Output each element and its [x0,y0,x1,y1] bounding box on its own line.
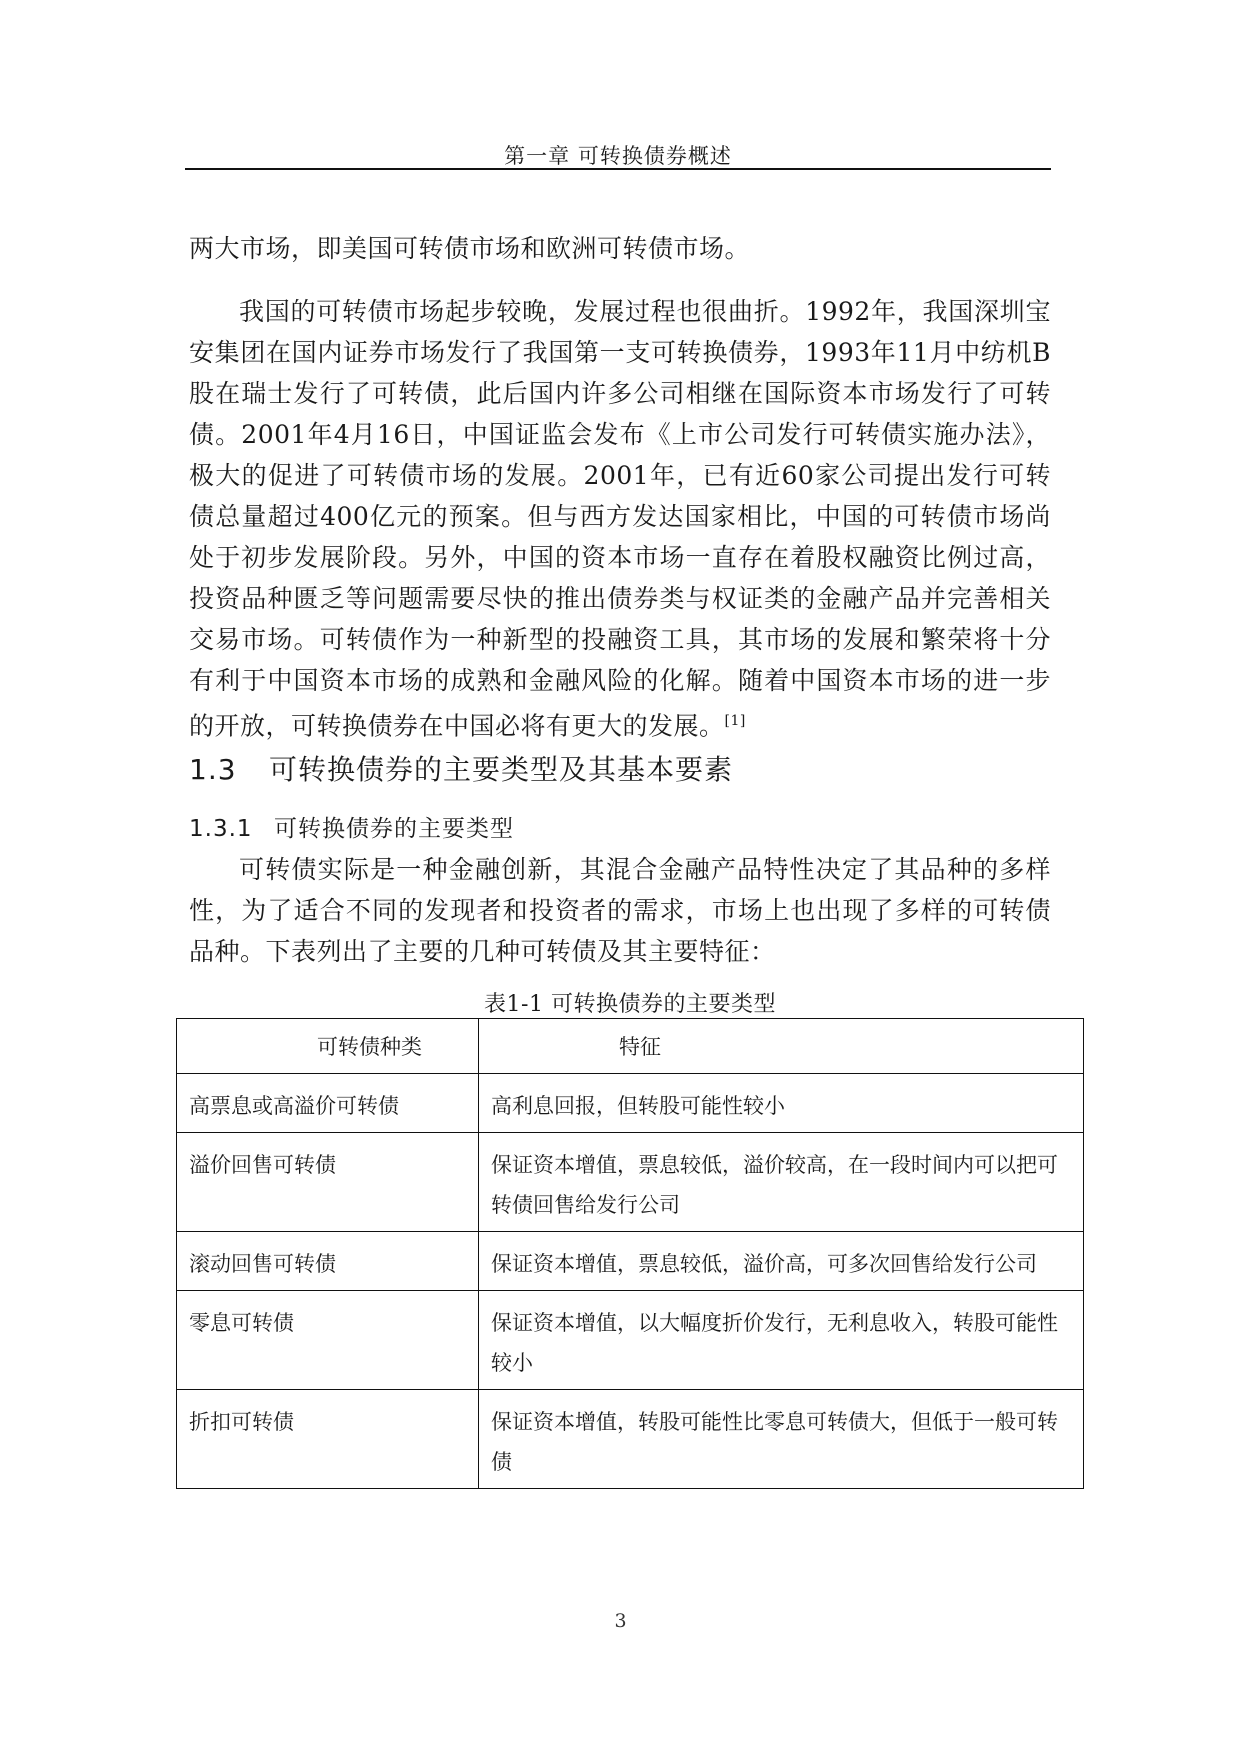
section-number: 1.3 [189,753,237,786]
table-cell-feature: 保证资本增值，票息较低，溢价较高，在一段时间内可以把可转债回售给发行公司 [479,1133,1084,1232]
section-heading [189,748,733,788]
page-number: 3 [614,1610,627,1632]
table-caption: 表1-1 可转换债券的主要类型 [484,992,776,1017]
table-row [177,1291,1084,1390]
table-row [177,1232,1084,1291]
table-header-cell: 特征 [479,1019,1084,1074]
types-table [176,1018,1084,1489]
running-header: 第一章 可转换债券概述 [504,144,732,168]
paragraph-2-text: 我国的可转债市场起步较晚，发展过程也很曲折。1992年，我国深圳宝安集团在国内证券市场发行了我国第一支可转换债券，1993年11月中纺机B股在瑞士发行了可转债，此后国内许多公司相继在国际资本市场发行了可转债。2001年4月16日，中国证监会发布《上市公司发行可转债实施办法》，极大的促进了可转债市场的发展。2001年，已有近60家公司提出发行可转债总量超过400亿元的预案。但与西方发达国家相比，中国的可转债市场尚处于初步发展阶段。另外，中国的资本市场一直存在着股权融资比例过高，投资品种匮乏等问题需要尽快的推出债券类与权证类的金融产品并完善相关交易市场。可转债作为一种新型的投融资工具，其市场的发展和繁荣将十分有利于中国资本市场的成熟和金融风险的化解。随着中国资本市场的进一步的开放，可转换债券在中国必将有更大的发展。 [189,297,1051,741]
table-cell-type: 滚动回售可转债 [177,1232,479,1291]
table-row [177,1074,1084,1133]
header-rule [185,168,1051,170]
paragraph-3: 可转债实际是一种金融创新，其混合金融产品特性决定了其品种的多样性，为了适合不同的发现者和投资者的需求，市场上也出现了多样的可转债品种。下表列出了主要的几种可转债及其主要特征： [189,855,1051,966]
table-cell-type: 溢价回售可转债 [177,1133,479,1232]
table-header-cell: 可转债种类 [177,1019,479,1074]
subsection-title: 可转换债券的主要类型 [274,816,514,842]
subsection-number: 1.3.1 [189,816,253,842]
table-header-row [177,1019,1084,1074]
table-row [177,1390,1084,1489]
citation-ref: [1] [724,713,746,729]
paragraph-1: 两大市场，即美国可转债市场和欧洲可转债市场。 [189,234,751,263]
table-row [177,1133,1084,1232]
subsection-heading [189,810,514,843]
table-cell-feature: 保证资本增值，转股可能性比零息可转债大，但低于一般可转债 [479,1390,1084,1489]
table-cell-type: 折扣可转债 [177,1390,479,1489]
table-cell-feature: 保证资本增值，票息较低，溢价高，可多次回售给发行公司 [479,1232,1084,1291]
table-cell-feature: 高利息回报，但转股可能性较小 [479,1074,1084,1133]
paragraph-2 [189,291,1051,746]
table-cell-type: 高票息或高溢价可转债 [177,1074,479,1133]
table-cell-feature: 保证资本增值，以大幅度折价发行，无利息收入，转股可能性较小 [479,1291,1084,1390]
table-cell-type: 零息可转债 [177,1291,479,1390]
section-title: 可转换债券的主要类型及其基本要素 [269,753,734,786]
